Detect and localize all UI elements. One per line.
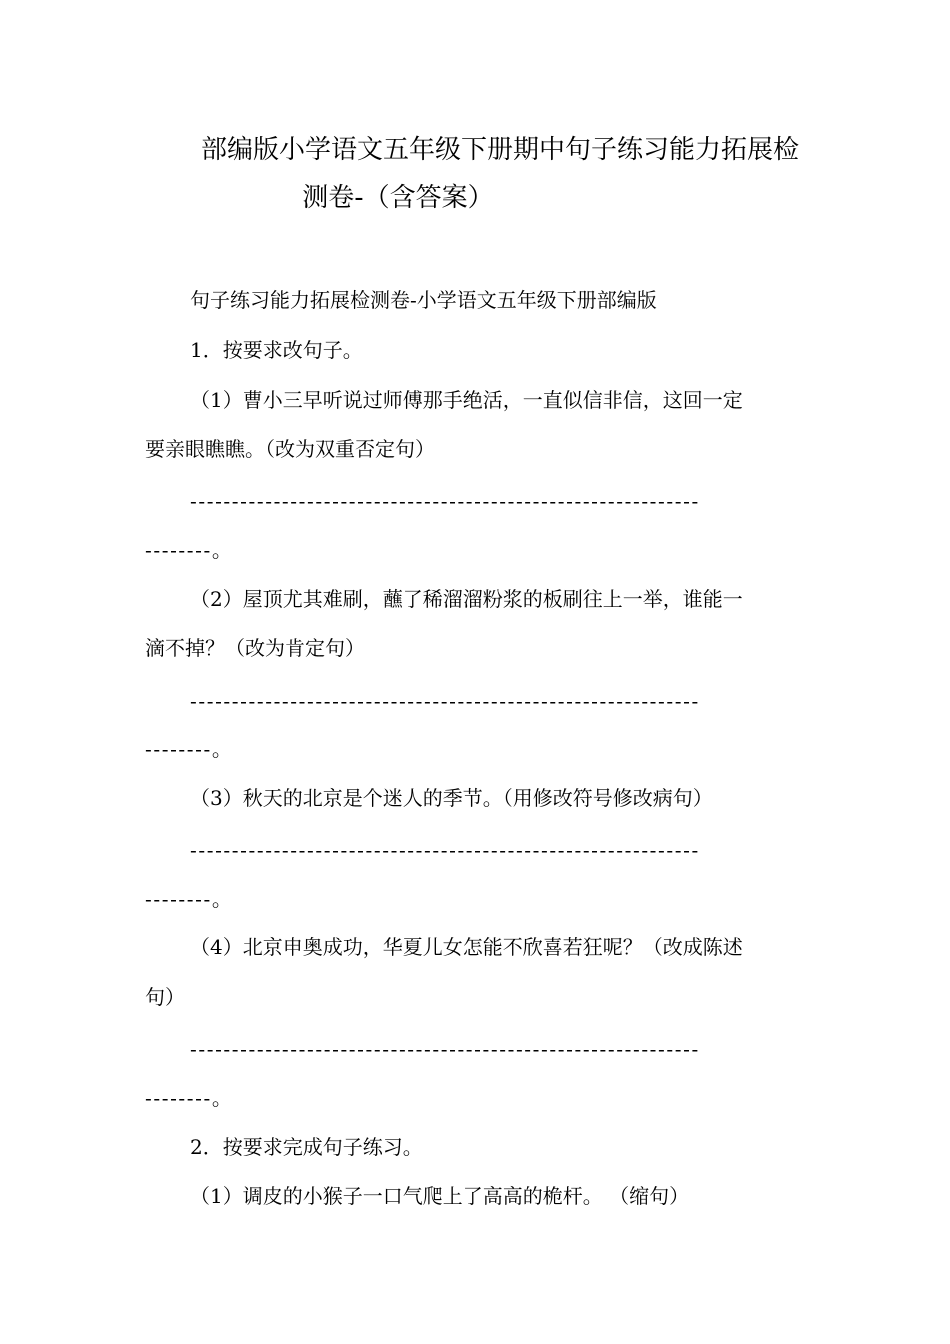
- title-line-2: 测卷-（含答案）: [302, 183, 494, 213]
- q1-item-4-line-2: 句）: [145, 985, 185, 1009]
- subtitle: 句子练习能力拓展检测卷-小学语文五年级下册部编版: [190, 288, 657, 312]
- title-line-1: 部编版小学语文五年级下册期中句子练习能力拓展检: [200, 135, 799, 165]
- q1-item-1-line-1: （1）曹小三早听说过师傅那手绝活，一直似信非信，这回一定: [190, 388, 743, 412]
- q1-item-1-line-2: 要亲眼瞧瞧。（改为双重否定句）: [145, 437, 435, 461]
- answer-line-bottom: --------。: [145, 1086, 234, 1110]
- answer-line-bottom: --------。: [145, 538, 234, 562]
- q1-item-3-line-1: （3）秋天的北京是个迷人的季节。（用修改符号修改病句）: [190, 786, 713, 810]
- answer-line-bottom: --------。: [145, 887, 234, 911]
- q1-item-4-line-1: （4）北京申奥成功，华夏儿女怎能不欣喜若狂呢？（改成陈述: [190, 935, 743, 959]
- answer-line-top: -------------------------------------------------------------: [190, 838, 700, 862]
- q2-item-1: （1）调皮的小猴子一口气爬上了高高的桅杆。 （缩句）: [190, 1184, 690, 1208]
- q1-item-2-line-2: 滴不掉？（改为肯定句）: [145, 636, 365, 660]
- q1-item-2-line-1: （2）屋顶尤其难刷，蘸了稀溜溜粉浆的板刷往上一举，谁能一: [190, 587, 743, 611]
- answer-line-top: -------------------------------------------------------------: [190, 1037, 700, 1061]
- question-2-heading: 2．按要求完成句子练习。: [190, 1135, 423, 1159]
- answer-line-bottom: --------。: [145, 737, 234, 761]
- answer-line-top: -------------------------------------------------------------: [190, 489, 700, 513]
- answer-line-top: -------------------------------------------------------------: [190, 689, 700, 713]
- question-1-heading: 1．按要求改句子。: [190, 338, 363, 362]
